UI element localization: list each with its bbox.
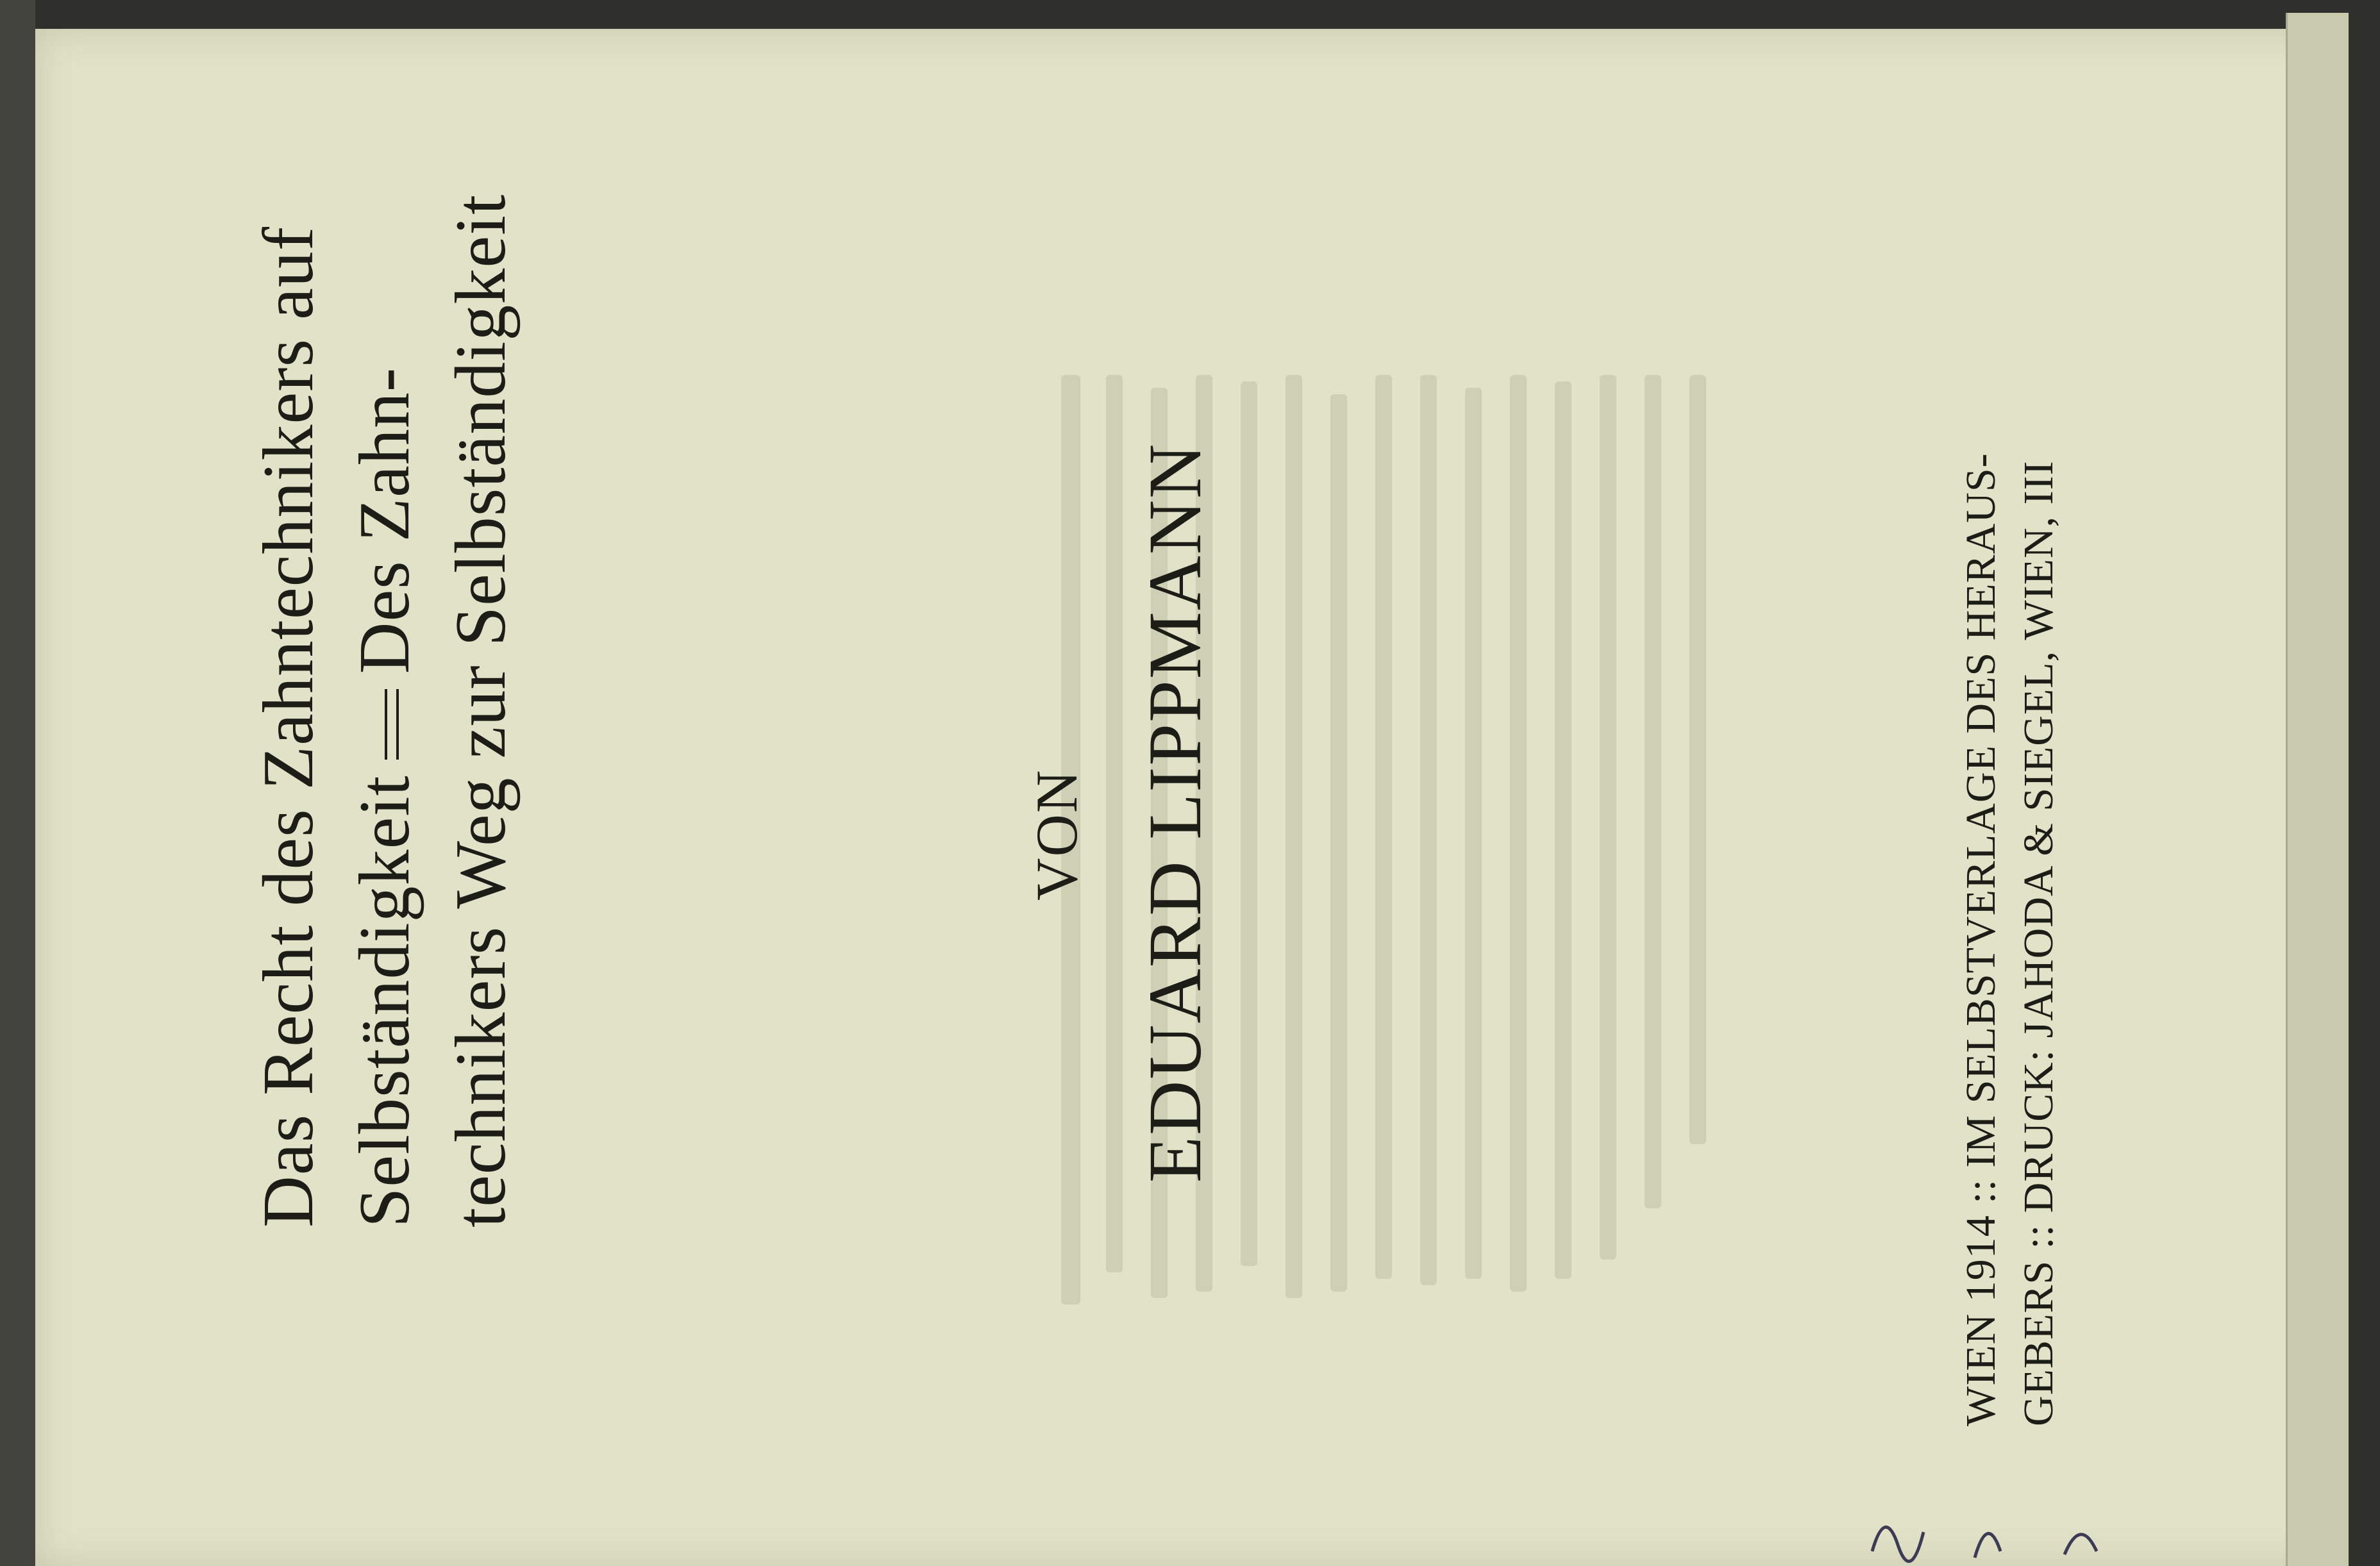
binding-edge bbox=[0, 0, 35, 1566]
title-block bbox=[240, 194, 529, 1228]
page-edge-stack bbox=[2286, 13, 2349, 1566]
title-line-3: technikers Weg zur Selbständigkeit bbox=[441, 194, 521, 1228]
imprint-line-1: WIEN 1914 :: IM SELBSTVERLAGE DES HERAUS- bbox=[1957, 453, 2004, 1426]
title-line-2b-text: Des Zahn- bbox=[345, 367, 424, 674]
by-label: VON bbox=[1024, 769, 1089, 901]
handwritten-mark bbox=[1859, 1494, 2116, 1564]
double-rule-divider bbox=[385, 689, 399, 760]
imprint-block bbox=[1952, 453, 2068, 1426]
title-line-2-text: Selbständigkeit bbox=[345, 775, 424, 1228]
title-line-2 bbox=[337, 317, 433, 1228]
title-page bbox=[35, 29, 2343, 1566]
author-name: EDUARD LIPPMANN bbox=[1133, 442, 1217, 1183]
title-line-1: Das Recht des Zahntechnikers auf bbox=[249, 226, 328, 1228]
imprint-line-2: GEBERS :: DRUCK: JAHODA & SIEGEL, WIEN, III bbox=[2015, 460, 2062, 1426]
